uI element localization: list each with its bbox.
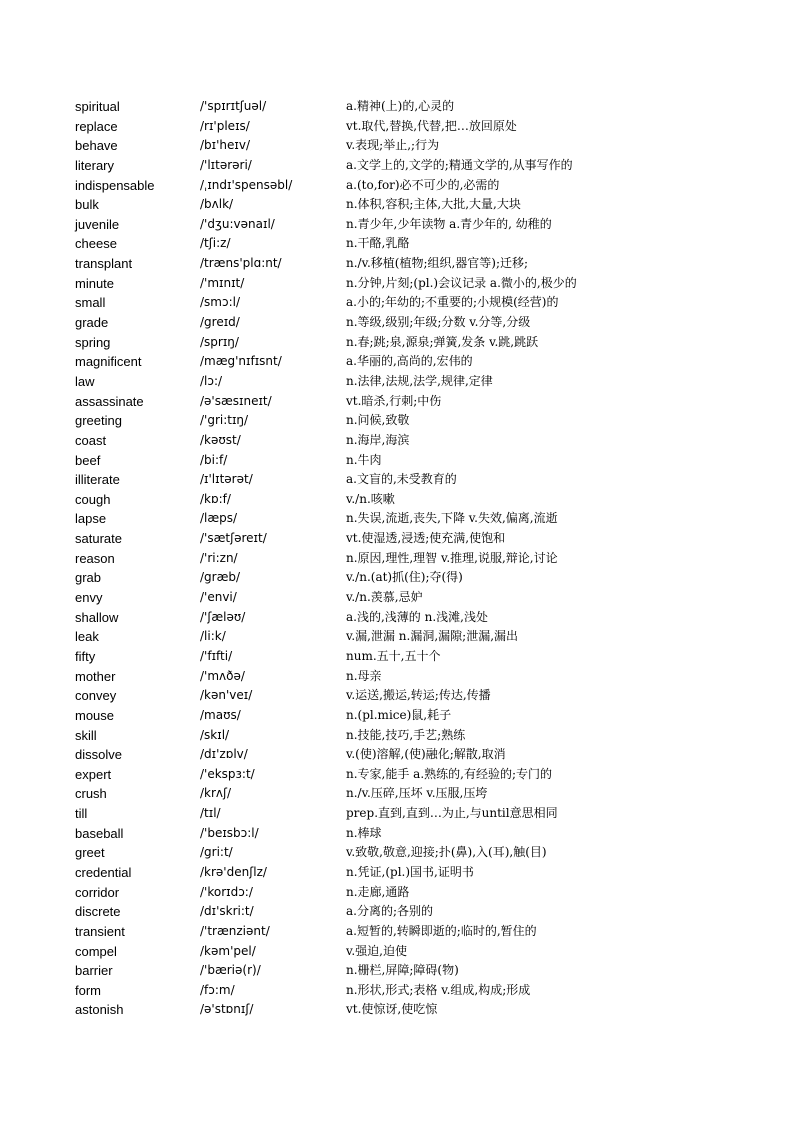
entry-definition: n.海岸,海滨 (346, 432, 410, 447)
entry-word: shallow (75, 609, 119, 625)
entry-phonetic: /krʌʃ/ (200, 786, 232, 801)
vocab-entry (75, 627, 775, 647)
vocab-entry (75, 745, 775, 765)
entry-definition: n.等级,级别;年级;分数 v.分等,分级 (346, 315, 531, 330)
entry-definition: n.专家,能手 a.熟练的,有经验的;专门的 (346, 766, 552, 781)
entry-word: form (75, 982, 101, 998)
entry-definition: v.致敬,敬意,迎接;扑(鼻),入(耳),触(目) (346, 845, 547, 860)
entry-definition: vt.取代,替换,代替,把…放回原处 (346, 118, 517, 133)
entry-phonetic: /smɔ:l/ (200, 295, 240, 310)
entry-phonetic: /'bæriə(r)/ (200, 963, 261, 978)
vocab-entry (75, 293, 775, 313)
entry-definition: n.分钟,片刻;(pl.)会议记录 a.微小的,极少的 (346, 275, 577, 290)
entry-phonetic: /maʊs/ (200, 707, 241, 722)
entry-phonetic: /ə'stɒnɪʃ/ (200, 1002, 254, 1017)
entry-definition: n.牛肉 (346, 452, 382, 467)
entry-word: credential (75, 864, 132, 880)
entry-word: compel (75, 943, 117, 959)
entry-word: astonish (75, 1002, 124, 1018)
entry-phonetic: /bɪ'heɪv/ (200, 138, 251, 153)
entry-word: replace (75, 118, 118, 134)
vocab-entry (75, 706, 775, 726)
entry-phonetic: /'sætʃəreɪt/ (200, 531, 267, 546)
entry-phonetic: /rɪ'pleɪs/ (200, 118, 250, 133)
entry-phonetic: /'fɪfti/ (200, 648, 233, 663)
vocab-entry (75, 726, 775, 746)
entry-definition: n.失误,流逝,丧失,下降 v.失效,偏离,流逝 (346, 511, 558, 526)
entry-word: illiterate (75, 472, 120, 488)
entry-phonetic: /ə'sæsɪneɪt/ (200, 393, 272, 408)
entry-word: reason (75, 550, 115, 566)
entry-phonetic: /læps/ (200, 511, 238, 526)
entry-word: transplant (75, 256, 133, 272)
entry-phonetic: /tɪl/ (200, 806, 221, 821)
entry-definition: v.运送,搬运,转运;传达,传播 (346, 688, 491, 703)
entry-word: bulk (75, 197, 99, 213)
entry-word: minute (75, 275, 115, 291)
entry-phonetic: /kɒ:f/ (200, 491, 231, 506)
entry-word: transient (75, 923, 125, 939)
vocab-entry (75, 686, 775, 706)
entry-word: indispensable (75, 177, 155, 193)
entry-phonetic: /gri:t/ (200, 845, 233, 860)
entry-definition: a.精神(上)的,心灵的 (346, 99, 455, 113)
vocab-entry (75, 824, 775, 844)
entry-phonetic: /'gri:tɪŋ/ (200, 413, 249, 428)
entry-phonetic: /'mʌðə/ (200, 668, 245, 683)
vocab-entry (75, 195, 775, 215)
vocab-entry (75, 254, 775, 274)
vocab-entry (75, 451, 775, 471)
vocab-entry (75, 274, 775, 294)
vocab-entry (75, 549, 775, 569)
vocab-entry (75, 843, 775, 863)
entry-definition: v.漏,泄漏 n.漏洞,漏隙;泄漏,漏出 (346, 629, 519, 644)
vocab-entry (75, 608, 775, 628)
entry-phonetic: /tʃi:z/ (200, 236, 231, 251)
entry-phonetic: /'ʃæləʊ/ (200, 609, 246, 624)
entry-phonetic: /ɪ'lɪtərət/ (200, 472, 253, 487)
entry-phonetic: /'trænziənt/ (200, 923, 270, 938)
entry-phonetic: /'lɪtərəri/ (200, 157, 252, 172)
entry-word: literary (75, 157, 115, 173)
vocab-entry (75, 568, 775, 588)
entry-word: lapse (75, 511, 107, 527)
entry-definition: a.华丽的,高尚的,宏伟的 (346, 354, 473, 369)
entry-definition: v./n.羡慕,忌妒 (346, 590, 423, 605)
entry-phonetic: /fɔ:m/ (200, 982, 235, 997)
entry-word: small (75, 295, 106, 311)
entry-word: discrete (75, 904, 121, 920)
entry-phonetic: /li:k/ (200, 629, 226, 644)
entry-definition: n.干酪,乳酪 (346, 236, 410, 251)
entry-word: juvenile (75, 216, 120, 232)
entry-definition: n.技能,技巧,手艺;熟练 (346, 727, 466, 742)
entry-word: corridor (75, 884, 120, 900)
vocab-entry (75, 961, 775, 981)
vocab-entry (75, 215, 775, 235)
entry-definition: n.栅栏,屏障;障碍(物) (346, 963, 459, 978)
entry-definition: n./v.移植(植物;组织,器官等);迁移; (346, 256, 529, 271)
vocab-entry (75, 863, 775, 883)
entry-word: crush (75, 786, 107, 802)
entry-word: coast (75, 432, 107, 448)
entry-word: envy (75, 590, 103, 606)
entry-definition: a.文学上的,文学的;精通文学的,从事写作的 (346, 157, 573, 172)
entry-definition: n.凭证,(pl.)国书,证明书 (346, 864, 474, 879)
entry-phonetic: /dɪ'skri:t/ (200, 904, 254, 919)
entry-word: spring (75, 334, 111, 350)
entry-phonetic: /'korɪdɔ:/ (200, 884, 253, 899)
vocab-entry (75, 156, 775, 176)
entry-word: expert (75, 766, 112, 782)
vocab-entry (75, 902, 775, 922)
entry-definition: a.浅的,浅薄的 n.浅滩,浅处 (346, 609, 488, 624)
entry-word: spiritual (75, 99, 120, 114)
entry-word: saturate (75, 531, 122, 547)
vocab-entry (75, 234, 775, 254)
vocab-entry (75, 647, 775, 667)
entry-definition: a.(to,for)必不可少的,必需的 (346, 177, 500, 192)
entry-definition: vt.使惊讶,使吃惊 (346, 1002, 438, 1017)
entry-definition: n.形状,形式;表格 v.组成,构成;形成 (346, 982, 531, 997)
entry-definition: v.(使)溶解,(使)融化;解散,取消 (346, 747, 506, 762)
entry-word: cough (75, 491, 111, 507)
entry-phonetic: /kən'veɪ/ (200, 688, 253, 703)
vocab-entry (75, 765, 775, 785)
entry-phonetic: /træns'plɑ:nt/ (200, 256, 282, 271)
entry-definition: v./n.咳嗽 (346, 491, 395, 506)
entry-definition: n.春;跳;泉,源泉;弹簧,发条 v.跳,跳跃 (346, 334, 539, 349)
entry-definition: n.走廊,通路 (346, 884, 410, 899)
entry-phonetic: /kəʊst/ (200, 432, 241, 447)
entry-word: behave (75, 138, 118, 154)
entry-word: barrier (75, 963, 113, 979)
entry-word: grade (75, 315, 109, 331)
vocab-entry (75, 784, 775, 804)
vocab-entry (75, 117, 775, 137)
entry-word: beef (75, 452, 101, 468)
entry-definition: vt.使湿透,浸透;使充满,使饱和 (346, 531, 506, 546)
vocab-entry (75, 392, 775, 412)
vocab-entry (75, 942, 775, 962)
entry-definition: a.小的;年幼的;不重要的;小规模(经营)的 (346, 295, 559, 310)
entry-definition: a.分离的;各别的 (346, 904, 434, 919)
entry-word: leak (75, 629, 99, 645)
entry-phonetic: /græb/ (200, 570, 241, 585)
entry-definition: n.原因,理性,理智 v.推理,说服,辩论,讨论 (346, 550, 558, 565)
entry-word: dissolve (75, 747, 122, 763)
entry-word: magnificent (75, 354, 142, 370)
vocab-entry (75, 883, 775, 903)
entry-definition: n.母亲 (346, 668, 382, 683)
entry-phonetic: /kəm'pel/ (200, 943, 256, 958)
entry-word: assassinate (75, 393, 144, 409)
vocab-entry (75, 470, 775, 490)
entry-word: mother (75, 668, 116, 684)
entry-phonetic: /bʌlk/ (200, 197, 234, 212)
entry-phonetic: /'ekspɜ:t/ (200, 766, 255, 781)
entry-definition: a.文盲的,未受教育的 (346, 472, 457, 487)
entry-word: till (75, 806, 88, 822)
entry-word: skill (75, 727, 97, 743)
vocab-entry (75, 588, 775, 608)
vocab-entry (75, 981, 775, 1001)
vocab-entry (75, 333, 775, 353)
vocab-entry (75, 804, 775, 824)
entry-definition: v.强迫,迫使 (346, 943, 407, 958)
entry-definition: n./v.压碎,压坏 v.压服,压垮 (346, 786, 488, 801)
entry-word: law (75, 373, 95, 389)
entry-word: mouse (75, 707, 115, 723)
entry-definition: n.体积,容积;主体,大批,大量,大块 (346, 197, 521, 212)
vocab-entry (75, 176, 775, 196)
entry-word: cheese (75, 236, 117, 252)
entry-phonetic: /'ri:zn/ (200, 550, 238, 565)
vocab-entry (75, 411, 775, 431)
entry-definition: n.(pl.mice)鼠,耗子 (346, 707, 452, 722)
vocab-entry (75, 1000, 775, 1020)
entry-phonetic: /bi:f/ (200, 452, 228, 467)
vocab-entry (75, 667, 775, 687)
entry-phonetic: /'mɪnɪt/ (200, 275, 245, 290)
entry-definition: n.棒球 (346, 825, 382, 840)
entry-definition: n.问候,致敬 (346, 413, 410, 428)
entry-word: convey (75, 688, 117, 704)
entry-phonetic: /'dʒu:vənaɪl/ (200, 216, 275, 231)
entry-definition: v.表现;举止,;行为 (346, 138, 440, 153)
entry-word: baseball (75, 825, 124, 841)
entry-phonetic: /'envi/ (200, 590, 237, 605)
vocab-entry (75, 352, 775, 372)
entry-phonetic: /lɔ:/ (200, 373, 223, 388)
entry-definition: num.五十,五十个 (346, 648, 441, 663)
vocab-entry (75, 529, 775, 549)
vocab-entry (75, 97, 775, 117)
entry-phonetic: /sprɪŋ/ (200, 334, 239, 349)
entry-phonetic: /ˌɪndɪ'spensəbl/ (200, 177, 293, 192)
vocab-entry (75, 431, 775, 451)
vocab-entry (75, 490, 775, 510)
entry-word: greet (75, 845, 105, 861)
vocab-entry (75, 372, 775, 392)
entry-phonetic: /'beɪsbɔ:l/ (200, 825, 259, 840)
entry-phonetic: /krə'denʃlz/ (200, 864, 267, 879)
entry-phonetic: /skɪl/ (200, 727, 230, 742)
entry-phonetic: /dɪ'zɒlv/ (200, 747, 248, 762)
entry-definition: vt.暗杀,行刺;中伤 (346, 393, 442, 408)
entry-word: fifty (75, 648, 96, 664)
vocab-entry (75, 136, 775, 156)
vocab-entry (75, 509, 775, 529)
entry-definition: a.短暂的,转瞬即逝的;临时的,暂住的 (346, 923, 537, 938)
vocabulary-list (75, 97, 775, 1020)
entry-word: grab (75, 570, 102, 586)
entry-word: greeting (75, 413, 122, 429)
entry-definition: prep.直到,直到…为止,与until意思相同 (346, 806, 558, 821)
vocab-entry (75, 922, 775, 942)
entry-phonetic: /mæg'nɪfɪsnt/ (200, 354, 282, 369)
vocab-entry (75, 313, 775, 333)
entry-definition: v./n.(at)抓(住);夺(得) (346, 570, 463, 585)
entry-phonetic: /greɪd/ (200, 315, 240, 330)
entry-phonetic: /'spɪrɪtʃuəl/ (200, 99, 267, 113)
entry-definition: n.青少年,少年读物 a.青少年的, 幼稚的 (346, 216, 552, 231)
entry-definition: n.法律,法规,法学,规律,定律 (346, 373, 493, 388)
